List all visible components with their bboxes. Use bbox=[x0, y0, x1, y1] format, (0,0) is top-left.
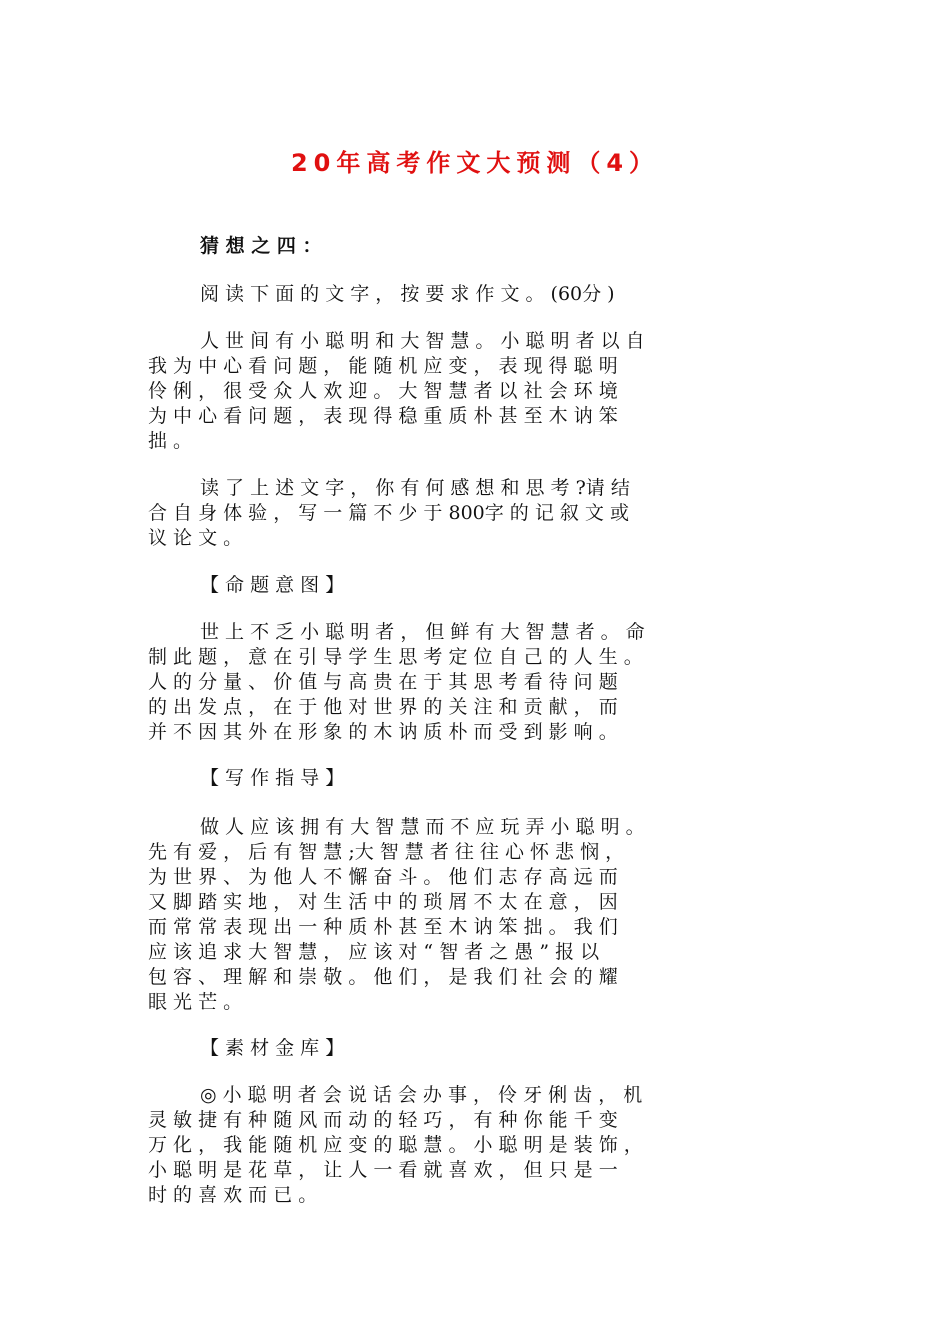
prompt-intro: 阅 读 下 面 的 文 字 ， 按 要 求 作 文 。 (60分 ) bbox=[200, 283, 615, 305]
material-line: ◎ 小 聪 明 者 会 说 话 会 办 事 ， 伶 牙 俐 齿 ， 机 bbox=[200, 1084, 643, 1106]
intent-line: 并 不 因 其 外 在 形 象 的 木 讷 质 朴 而 受 到 影 响 。 bbox=[148, 721, 618, 743]
guide-line: 应 该 追 求 大 智 慧 ， 应 该 对 “ 智 者 之 愚 ” 报 以 bbox=[148, 941, 600, 963]
task-line: 合 自 身 体 验 ， 写 一 篇 不 少 于 800字 的 记 叙 文 或 bbox=[148, 502, 629, 524]
passage-line: 为 中 心 看 问 题 ， 表 现 得 稳 重 质 朴 甚 至 木 讷 笨 bbox=[148, 405, 618, 427]
guide-line: 为 世 界 、 为 他 人 不 懈 奋 斗 。 他 们 志 存 高 远 而 bbox=[148, 866, 618, 888]
passage-line: 我 为 中 心 看 问 题 ， 能 随 机 应 变 ， 表 现 得 聪 明 bbox=[148, 355, 618, 377]
section-heading-guide: 【 写 作 指 导 】 bbox=[200, 767, 345, 789]
guide-line: 而 常 常 表 现 出 一 种 质 朴 甚 至 木 讷 笨 拙 。 我 们 bbox=[148, 916, 618, 938]
intent-line: 制 此 题 ， 意 在 引 导 学 生 思 考 定 位 自 己 的 人 生 。 bbox=[148, 646, 643, 668]
passage-line: 拙 。 bbox=[148, 430, 193, 452]
intent-line: 人 的 分 量 、 价 值 与 高 贵 在 于 其 思 考 看 待 问 题 bbox=[148, 671, 618, 693]
material-line: 小 聪 明 是 花 草 ， 让 人 一 看 就 喜 欢 ， 但 只 是 一 bbox=[148, 1159, 618, 1181]
task-line: 读 了 上 述 文 字 ， 你 有 何 感 想 和 思 考 ?请 结 bbox=[200, 477, 630, 499]
material-line: 万 化 ， 我 能 随 机 应 变 的 聪 慧 。 小 聪 明 是 装 饰 ， bbox=[148, 1134, 643, 1156]
material-line: 灵 敏 捷 有 种 随 风 而 动 的 轻 巧 ， 有 种 你 能 千 变 bbox=[148, 1109, 618, 1131]
guide-line: 包 容 、 理 解 和 崇 敬 。 他 们 ， 是 我 们 社 会 的 耀 bbox=[148, 966, 618, 988]
intent-line: 世 上 不 乏 小 聪 明 者 ， 但 鲜 有 大 智 慧 者 。 命 bbox=[200, 621, 645, 643]
guide-line: 眼 光 芒 。 bbox=[148, 991, 243, 1013]
section-heading-material: 【 素 材 金 库 】 bbox=[200, 1037, 345, 1059]
intent-line: 的 出 发 点 ， 在 于 他 对 世 界 的 关 注 和 贡 献 ， 而 bbox=[148, 696, 618, 718]
guide-line: 做 人 应 该 拥 有 大 智 慧 而 不 应 玩 弄 小 聪 明 。 bbox=[200, 816, 645, 838]
material-line: 时 的 喜 欢 而 已 。 bbox=[148, 1184, 318, 1206]
guess-label: 猜 想 之 四 ： bbox=[200, 235, 322, 257]
section-heading-intent: 【 命 题 意 图 】 bbox=[200, 574, 345, 596]
task-line: 议 论 文 。 bbox=[148, 527, 243, 549]
guide-line: 先 有 爱 ， 后 有 智 慧 ;大 智 慧 者 往 往 心 怀 悲 悯 ， bbox=[148, 841, 625, 863]
passage-line: 伶 俐 ， 很 受 众 人 欢 迎 。 大 智 慧 者 以 社 会 环 境 bbox=[148, 380, 618, 402]
passage-line: 人 世 间 有 小 聪 明 和 大 智 慧 。 小 聪 明 者 以 自 bbox=[200, 330, 645, 352]
document-title: 20年高考作文大预测（4） bbox=[290, 149, 660, 177]
guide-line: 又 脚 踏 实 地 ， 对 生 活 中 的 琐 屑 不 太 在 意 ， 因 bbox=[148, 891, 618, 913]
